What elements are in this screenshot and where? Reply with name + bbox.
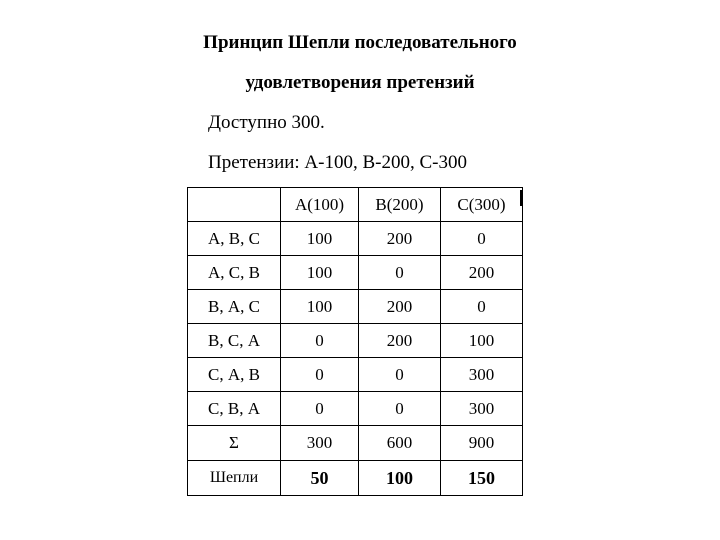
- order-cell: А, С, В: [188, 256, 281, 290]
- shapley-table: [187, 187, 523, 496]
- table-row: [188, 392, 523, 426]
- value-cell-a: 100: [281, 256, 359, 290]
- total-row: [188, 426, 523, 461]
- shapley-label: Шепли: [188, 461, 281, 496]
- total-cell-a: 300: [281, 426, 359, 461]
- value-cell-b: 200: [359, 324, 441, 358]
- total-label: Σ: [188, 426, 281, 461]
- shapley-cell-c: 150: [441, 461, 523, 496]
- order-cell: А, В, С: [188, 222, 281, 256]
- total-cell-b: 600: [359, 426, 441, 461]
- order-cell: С, А, В: [188, 358, 281, 392]
- available-amount: Доступно 300.: [208, 112, 325, 133]
- value-cell-a: 0: [281, 358, 359, 392]
- table-row: [188, 222, 523, 256]
- value-cell-a: 0: [281, 324, 359, 358]
- table-row: [188, 290, 523, 324]
- value-cell-b: 200: [359, 290, 441, 324]
- value-cell-c: 0: [441, 290, 523, 324]
- value-cell-c: 200: [441, 256, 523, 290]
- value-cell-c: 300: [441, 358, 523, 392]
- value-cell-a: 100: [281, 290, 359, 324]
- header-cell-b: В(200): [359, 188, 441, 222]
- header-cell-order: [188, 188, 281, 222]
- value-cell-b: 0: [359, 256, 441, 290]
- value-cell-a: 100: [281, 222, 359, 256]
- value-cell-c: 0: [441, 222, 523, 256]
- header-cell-a: А(100): [281, 188, 359, 222]
- title-line-1: Принцип Шепли последовательного: [203, 32, 517, 53]
- table-row: [188, 324, 523, 358]
- value-cell-b: 200: [359, 222, 441, 256]
- shapley-row: [188, 461, 523, 496]
- header-cell-c: С(300): [441, 188, 523, 222]
- shapley-cell-b: 100: [359, 461, 441, 496]
- value-cell-c: 100: [441, 324, 523, 358]
- table-row: [188, 358, 523, 392]
- value-cell-b: 0: [359, 358, 441, 392]
- order-cell: В, А, С: [188, 290, 281, 324]
- title-line-2: удовлетворения претензий: [245, 72, 475, 93]
- shapley-cell-a: 50: [281, 461, 359, 496]
- table-row: [188, 256, 523, 290]
- total-cell-c: 900: [441, 426, 523, 461]
- order-cell: С, В, А: [188, 392, 281, 426]
- order-cell: В, С, А: [188, 324, 281, 358]
- value-cell-c: 300: [441, 392, 523, 426]
- value-cell-b: 0: [359, 392, 441, 426]
- table-header-row: [188, 188, 523, 222]
- claims-text: Претензии: А-100, В-200, С-300: [208, 152, 467, 173]
- value-cell-a: 0: [281, 392, 359, 426]
